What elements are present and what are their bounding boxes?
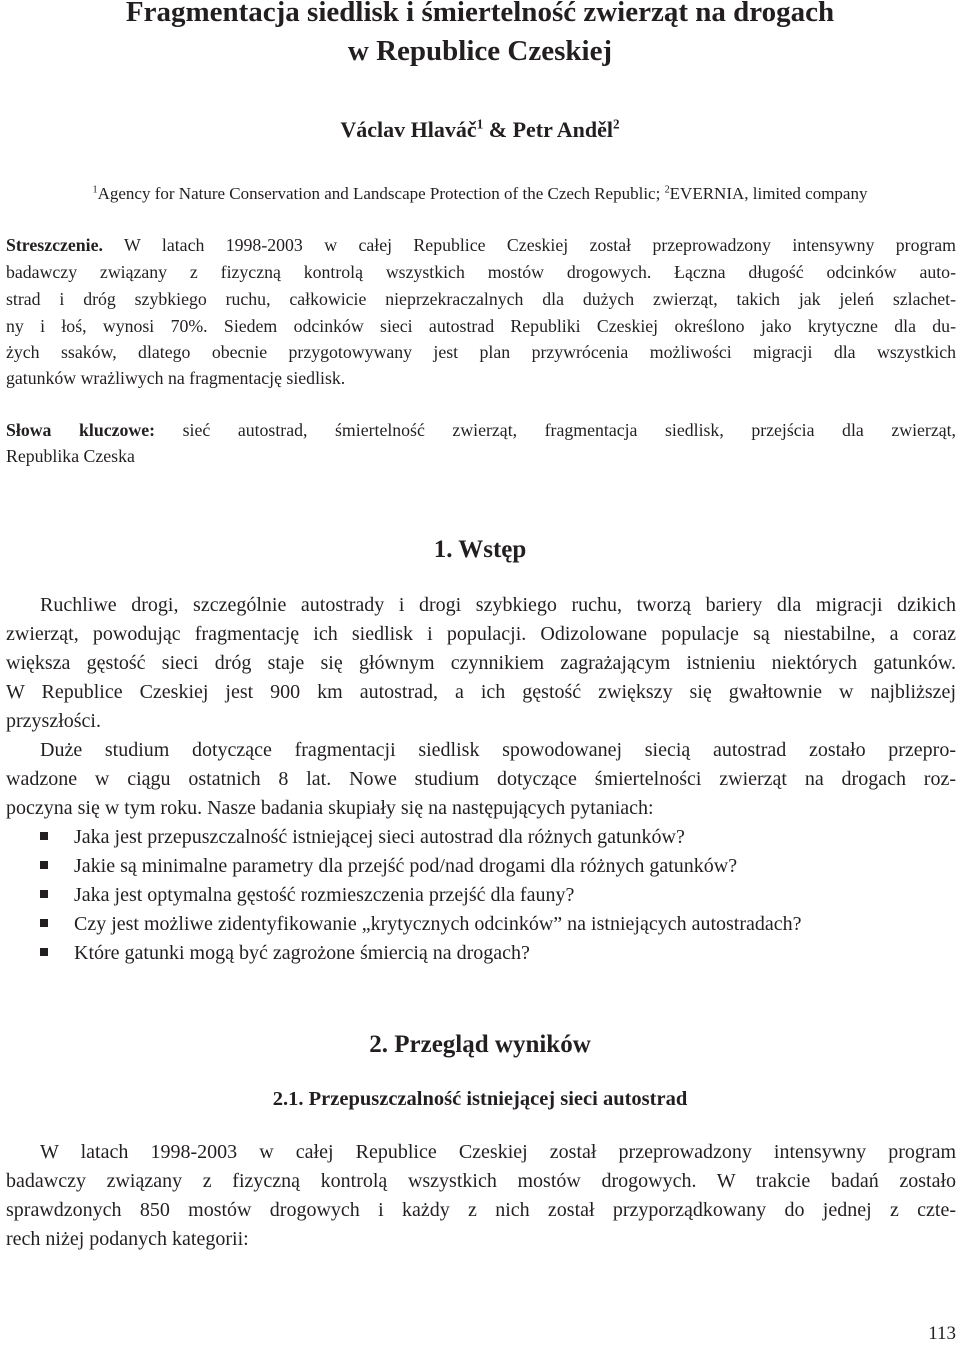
abstract-label: Streszczenie. [6,235,103,255]
author-1: Václav Hlaváč [340,117,477,142]
body-line: rech niżej podanych kategorii: [6,1228,249,1250]
square-bullet-icon [40,890,48,898]
affiliation-2-mark: 2 [664,184,670,196]
list-item-text: Czy jest możliwe zidentyfikowanie „krytycznych odcinków” na istniejących autostradach? [74,913,802,935]
list-item-text: Jaka jest przepuszczalność istniejącej sieci autostrad dla różnych gatunków? [74,826,685,848]
paper-title-line-1: Fragmentacja siedlisk i śmiertelność zwierząt na drogach [125,0,835,28]
list-item-text: Jaka jest optymalna gęstość rozmieszczenia przejść dla fauny? [74,884,575,906]
body-line: większa gęstość sieci dróg staje się głównym czynnikiem zagrażającym istnieniu niektórych gatunków. [6,652,956,674]
keywords-line-2: Republika Czeska [6,446,135,466]
body-line: przyszłości. [6,710,101,732]
body-line: wadzone w ciągu ostatnich 8 lat. Nowe studium dotyczące śmiertelności zwierząt na drogach roz- [6,768,956,790]
body-line: W Republice Czeskiej jest 900 km autostrad, a ich gęstość zwiększy się gwałtownie w najbliższej [6,681,956,703]
author-2: Petr Anděl [512,117,613,142]
body-line: W latach 1998-2003 w całej Republice Czeskiej został przeprowadzony intensywny program [40,1141,956,1163]
square-bullet-icon [40,832,48,840]
author-1-affiliation-mark: 1 [476,116,484,132]
list-item [40,939,956,968]
abstract-line-2: badawczy związany z fizyczną kontrolą wszystkich mostów drogowych. Łączna długość odcinków auto- [6,262,956,282]
paper-title-line-2: w Republice Czeskiej [347,35,613,67]
list-item [40,852,956,881]
body-line: sprawdzonych 850 mostów drogowych i każdy z nich został przyporządkowany do jednej z czte- [6,1199,956,1221]
square-bullet-icon [40,948,48,956]
square-bullet-icon [40,919,48,927]
list-item [40,823,956,852]
body-line: badawczy związany z fizyczną kontrolą wszystkich mostów drogowych. W trakcie badań zostało [6,1170,956,1192]
list-item-text: Które gatunki mogą być zagrożone śmiercią na drogach? [74,942,530,964]
section-1-heading: 1. Wstęp [433,536,527,563]
page-number: 113 [928,1323,956,1344]
author-2-affiliation-mark: 2 [613,116,620,132]
affiliation-2: EVERNIA, limited company [669,184,868,203]
abstract-line-5: żych ssaków, dlatego obecnie przygotowywany jest plan przywrócenia możliwości migracji dla wszystkich [6,342,956,362]
keywords-line-1-text: sieć autostrad, śmiertelność zwierząt, fragmentacja siedlisk, przejścia dla zwierząt, [155,420,956,440]
authors [0,115,960,145]
affiliation-1: Agency for Nature Conservation and Landscape Protection of the Czech Republic; [97,184,665,203]
body-line: Duże studium dotyczące fragmentacji siedlisk spowodowanej siecią autostrad zostało przepro- [40,739,956,761]
list-item [40,881,956,910]
abstract-line-4: ny i łoś, wynosi 70%. Siedem odcinków sieci autostrad Republiki Czeskiej określono jako krytyczne dla du- [6,316,956,336]
subsection-2-1-heading: 2.1. Przepuszczalność istniejącej sieci autostrad [272,1088,688,1110]
affiliation-1-mark: 1 [92,184,98,196]
abstract-line-6: gatunków wrażliwych na fragmentację siedlisk. [6,368,346,388]
keywords-line-1 [6,417,956,444]
author-separator: & [483,117,513,142]
keywords-label: Słowa kluczowe: [6,420,156,440]
body-line: Ruchliwe drogi, szczególnie autostrady i drogi szybkiego ruchu, tworzą bariery dla migracji dzikich [40,594,956,616]
body-line: zwierząt, powodując fragmentację ich siedlisk i populacji. Odizolowane populacje są niestabilne, a coraz [6,623,956,645]
abstract-line-1 [6,232,956,259]
abstract-line-1-text: W latach 1998-2003 w całej Republice Czeskiej został przeprowadzony intensywny program [102,235,956,255]
list-item-text: Jakie są minimalne parametry dla przejść pod/nad drogami dla różnych gatunków? [74,855,738,877]
body-line: poczyna się w tym roku. Nasze badania skupiały się na następujących pytaniach: [6,797,654,819]
list-item [40,910,956,939]
section-2-heading: 2. Przegląd wyników [369,1031,591,1058]
affiliations [0,182,960,206]
square-bullet-icon [40,861,48,869]
abstract-line-3: strad i dróg szybkiego ruchu, całkowicie nieprzekraczalnych dla dużych zwierząt, takich jak jeleń szlachet- [6,289,956,309]
